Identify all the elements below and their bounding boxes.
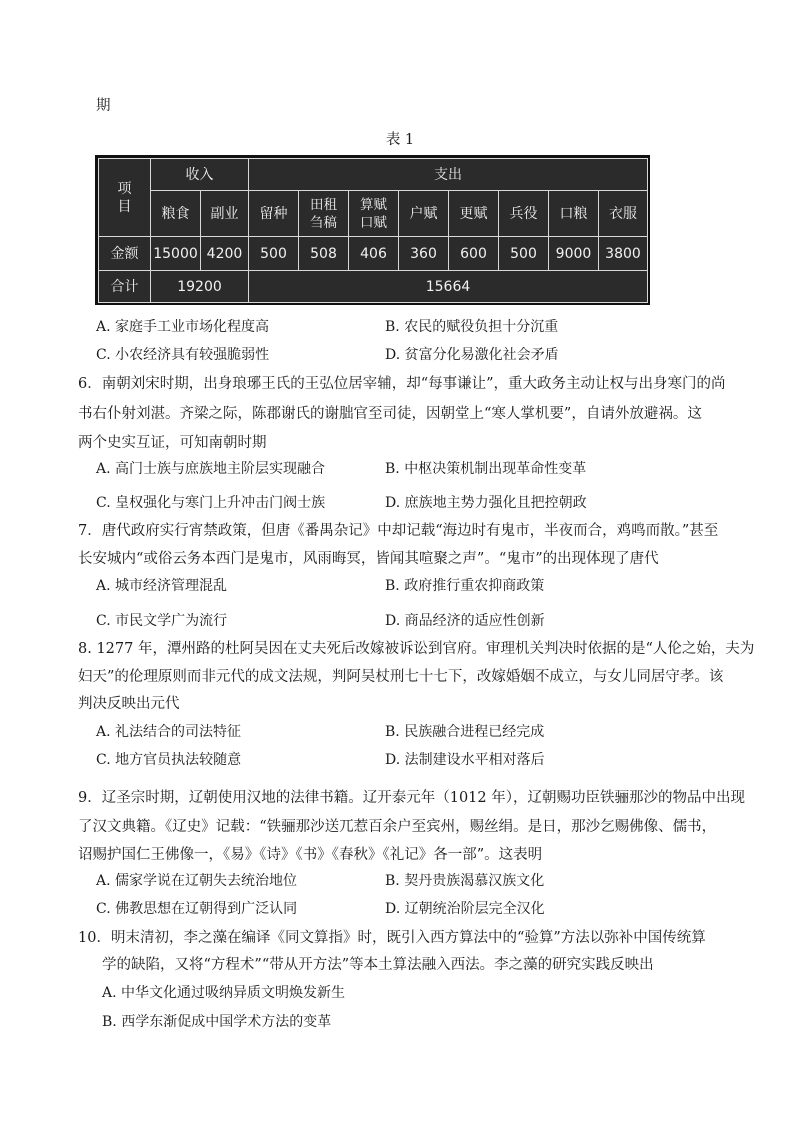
q9-stem-line: 9．辽圣宗时期，辽朝使用汉地的法律书籍。辽开泰元年（1012 年），辽朝赐功臣铁骊那沙的物品中出现	[78, 790, 745, 806]
top-fragment: 期	[96, 98, 111, 114]
q8-option-d: D. 法制建设水平相对落后	[385, 752, 545, 768]
table-cell: 360	[399, 237, 449, 271]
q6-stem-line: 书右仆射刘湛。齐梁之际，陈郡谢氏的谢朏官至司徒，因朝堂上“寒人掌机要”，自请外放避祸。这	[78, 406, 702, 422]
q9-stem-line: 诏赐护国仁王佛像一，《易》《诗》《书》《春秋》《礼记》各一部”。这表明	[78, 847, 543, 863]
table-caption: 表 1	[385, 132, 415, 148]
col-header: 口粮	[549, 191, 599, 237]
header-income: 收入	[151, 159, 249, 191]
q7-option-d: D. 商品经济的适应性创新	[385, 613, 545, 629]
q6-option-b: B. 中枢决策机制出现革命性变革	[385, 461, 587, 477]
q10-option-a: A. 中华文化通过吸纳异质文明焕发新生	[102, 985, 346, 1001]
table-cell: 500	[249, 237, 299, 271]
q7-option-c: C. 市民文学广为流行	[96, 613, 228, 629]
q9-option-c: C. 佛教思想在辽朝得到广泛认同	[96, 901, 298, 917]
col-header: 户赋	[399, 191, 449, 237]
col-header: 算赋 口赋	[349, 191, 399, 237]
col-header: 粮食	[151, 191, 201, 237]
q7-option-a: A. 城市经济管理混乱	[96, 578, 228, 594]
q6-option-c: C. 皇权强化与寒门上升冲击门阀士族	[96, 495, 326, 511]
q10-stem-line: 10．明末清初，李之藻在编译《同文算指》时，既引入西方算法中的“验算”方法以弥补中国传统算	[78, 930, 706, 946]
q6-option-a: A. 高门士族与庶族地主阶层实现融合	[96, 461, 326, 477]
q7-stem-line: 长安城内“或俗云务本西门是鬼市，风雨晦冥，皆闻其喧聚之声”。“鬼市”的出现体现了唐代	[78, 551, 659, 567]
table-cell: 500	[499, 237, 549, 271]
q5-option-c: C. 小农经济具有较强脆弱性	[96, 347, 270, 363]
row-label-total: 合计	[99, 271, 151, 303]
q5-option-d: D. 贫富分化易激化社会矛盾	[385, 347, 559, 363]
header-expense: 支出	[249, 159, 648, 191]
income-total: 19200	[151, 271, 249, 303]
table-cell: 406	[349, 237, 399, 271]
q9-option-d: D. 辽朝统治阶层完全汉化	[385, 901, 545, 917]
col-header: 田租 刍稿	[299, 191, 349, 237]
q10-stem-line: 学的缺陷，又将“方程术”“带从开方法”等本土算法融入西法。李之藻的研究实践反映出	[102, 957, 654, 973]
q10-option-b: B. 西学东渐促成中国学术方法的变革	[102, 1014, 332, 1030]
q8-option-c: C. 地方官员执法较随意	[96, 752, 242, 768]
q8-stem-line: 妇天”的伦理原则而非元代的成文法规，判阿吴杖刑七十七下，改嫁婚姻不成立，与女儿同居守孝。该	[78, 669, 724, 685]
revenue-expense-table	[95, 155, 650, 305]
col-header: 留种	[249, 191, 299, 237]
q9-option-a: A. 儒家学说在辽朝失去统治地位	[96, 873, 298, 889]
q8-option-a: A. 礼法结合的司法特征	[96, 724, 242, 740]
q8-stem-line: 8. 1277 年，潭州路的杜阿吴因在丈夫死后改嫁被诉讼到官府。审理机关判决时依据的是“人伦之始，夫为	[78, 641, 755, 657]
q5-option-a: A. 家庭手工业市场化程度高	[96, 319, 270, 335]
q8-stem-line: 判决反映出元代	[78, 696, 180, 712]
q9-option-b: B. 契丹贵族渴慕汉族文化	[385, 873, 545, 889]
q8-option-b: B. 民族融合进程已经完成	[385, 724, 545, 740]
col-header: 兵役	[499, 191, 549, 237]
header-item: 项 目	[99, 159, 151, 237]
table-cell: 3800	[599, 237, 648, 271]
q6-stem-line: 两个史实互证，可知南朝时期	[78, 435, 267, 451]
expense-total: 15664	[249, 271, 648, 303]
row-label-amount: 金额	[99, 237, 151, 271]
col-header: 更赋	[449, 191, 499, 237]
q6-stem-line: 6．南朝刘宋时期，出身琅琊王氏的王弘位居宰辅，却“每事谦让”，重大政务主动让权与出身寒门的尚	[78, 376, 726, 392]
q6-option-d: D. 庶族地主势力强化且把控朝政	[385, 495, 587, 511]
col-header: 副业	[201, 191, 249, 237]
table-cell: 15000	[151, 237, 201, 271]
col-header: 衣服	[599, 191, 648, 237]
table-cell: 600	[449, 237, 499, 271]
table-cell: 9000	[549, 237, 599, 271]
table-cell: 4200	[201, 237, 249, 271]
q9-stem-line: 了汉文典籍。《辽史》记载：“铁骊那沙送兀惹百余户至宾州，赐丝绢。是日，那沙乞赐佛像、儒书，	[78, 819, 717, 835]
q7-option-b: B. 政府推行重农抑商政策	[385, 578, 545, 594]
table-cell: 508	[299, 237, 349, 271]
q7-stem-line: 7．唐代政府实行宵禁政策，但唐《番禺杂记》中却记载“海边时有鬼市，半夜而合，鸡鸣而散。”甚至	[78, 523, 719, 539]
q5-option-b: B. 农民的赋役负担十分沉重	[385, 319, 559, 335]
